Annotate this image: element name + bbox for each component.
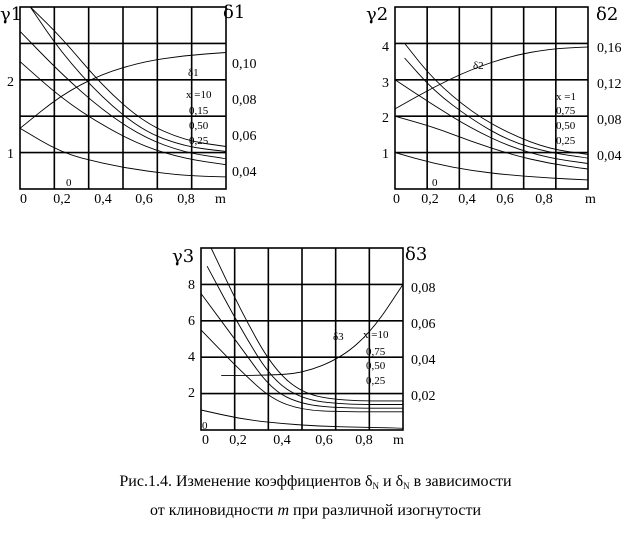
p1-xtick-2: 0,4 xyxy=(94,192,112,207)
p2-xlabel: m xyxy=(585,192,596,207)
p1-xlabel: m xyxy=(215,192,226,207)
p3-ytick-right-3: 0,08 xyxy=(411,281,436,296)
p3-delta-label: δ3 xyxy=(333,331,344,343)
p2-xtick-4: 0,8 xyxy=(535,192,553,207)
p2-ytick-right-1: 0,08 xyxy=(597,113,622,128)
caption-suffix: в зависимости xyxy=(409,473,512,490)
p2-ytick-left-1: 2 xyxy=(382,111,389,126)
p1-ytick-right-0: 0,04 xyxy=(232,165,257,180)
p3-ytick-right-1: 0,04 xyxy=(411,353,436,368)
p2-ytick-left-2: 3 xyxy=(382,76,389,91)
p2-series-label-2: 0,50 xyxy=(556,120,576,132)
p2-ytick-right-2: 0,12 xyxy=(597,77,622,92)
p2-xtick-2: 0,4 xyxy=(458,192,476,207)
caption-sub-2: N xyxy=(403,481,410,491)
p2-xtick-1: 0,2 xyxy=(421,192,439,207)
caption-delta-2: δ xyxy=(395,473,404,490)
p3-series-label-2: 0,50 xyxy=(366,360,386,372)
p2-xtick-3: 0,6 xyxy=(496,192,514,207)
p2-ylabel-right: δ2 xyxy=(596,4,619,25)
p1-ylabel-left: γ1 xyxy=(0,4,23,25)
p1-ytick-right-3: 0,10 xyxy=(232,57,257,72)
p3-xlabel: m xyxy=(393,433,404,448)
p3-ylabel-right: δ3 xyxy=(405,244,428,265)
p3-xtick-2: 0,4 xyxy=(273,433,291,448)
caption-line2-prefix: от клиновидности xyxy=(149,502,278,519)
p1-series-label-1: 0,15 xyxy=(189,105,209,117)
p3-series-label-4: 0 xyxy=(202,420,208,432)
p3-xtick-0: 0 xyxy=(202,433,209,448)
caption-sub-1: N xyxy=(372,481,380,491)
p3-xtick-3: 0,6 xyxy=(315,433,333,448)
p2-delta-label: δ2 xyxy=(473,60,484,72)
p1-xtick-1: 0,2 xyxy=(53,192,71,207)
p1-ytick-right-2: 0,08 xyxy=(232,93,257,108)
p1-series-label-0: x =10 xyxy=(186,89,212,101)
p2-ytick-right-0: 0,04 xyxy=(597,149,622,164)
p3-ytick-left-0: 2 xyxy=(188,386,195,401)
p1-series-label-2: 0,50 xyxy=(189,120,209,132)
caption-and: и xyxy=(379,473,396,490)
caption-prefix: Рис.1.4. Изменение коэффициентов xyxy=(119,473,365,490)
p1-xtick-3: 0,6 xyxy=(135,192,153,207)
p1-ytick-left-1: 2 xyxy=(7,75,14,90)
p2-ytick-right-3: 0,16 xyxy=(597,41,622,56)
p1-ytick-right-1: 0,06 xyxy=(232,129,257,144)
p3-ytick-left-3: 8 xyxy=(188,278,195,293)
p2-series-label-4: 0 xyxy=(432,177,438,189)
p2-xtick-0: 0 xyxy=(393,192,400,207)
p3-series-label-3: 0,25 xyxy=(366,375,386,387)
p1-xtick-0: 0 xyxy=(20,192,27,207)
p1-series-label-4: 0 xyxy=(66,177,72,189)
caption-line2-suffix: при различной изогнутости xyxy=(289,502,482,519)
p2-series-label-0: x =1 xyxy=(556,91,576,103)
p1-ylabel-right: δ1 xyxy=(223,2,246,23)
p1-ytick-left-0: 1 xyxy=(7,147,14,162)
p3-xtick-4: 0,8 xyxy=(355,433,373,448)
caption-line-1 xyxy=(0,473,631,491)
p2-series-label-3: 0,25 xyxy=(556,135,576,147)
p1-series-label-3: 0,25 xyxy=(189,135,209,147)
p3-xtick-1: 0,2 xyxy=(229,433,247,448)
p3-ylabel-left: γ3 xyxy=(172,246,195,267)
p1-xtick-4: 0,8 xyxy=(177,192,195,207)
caption-m: m xyxy=(277,502,290,519)
caption-line-2 xyxy=(0,502,631,520)
p3-ytick-right-0: 0,02 xyxy=(411,389,436,404)
p2-series-label-1: 0,75 xyxy=(556,105,576,117)
p2-ytick-left-0: 1 xyxy=(382,147,389,162)
caption-delta-1: δ xyxy=(365,473,373,490)
p3-ytick-left-2: 6 xyxy=(188,314,195,329)
p3-ytick-right-2: 0,06 xyxy=(411,317,436,332)
p2-ylabel-left: γ2 xyxy=(366,4,389,25)
p1-delta-label: δ1 xyxy=(188,67,199,79)
p3-series-label-1: 0,75 xyxy=(366,346,386,358)
p3-series-label-0: x =10 xyxy=(363,329,389,341)
p2-ytick-left-3: 4 xyxy=(382,40,389,55)
p3-ytick-left-1: 4 xyxy=(188,350,195,365)
